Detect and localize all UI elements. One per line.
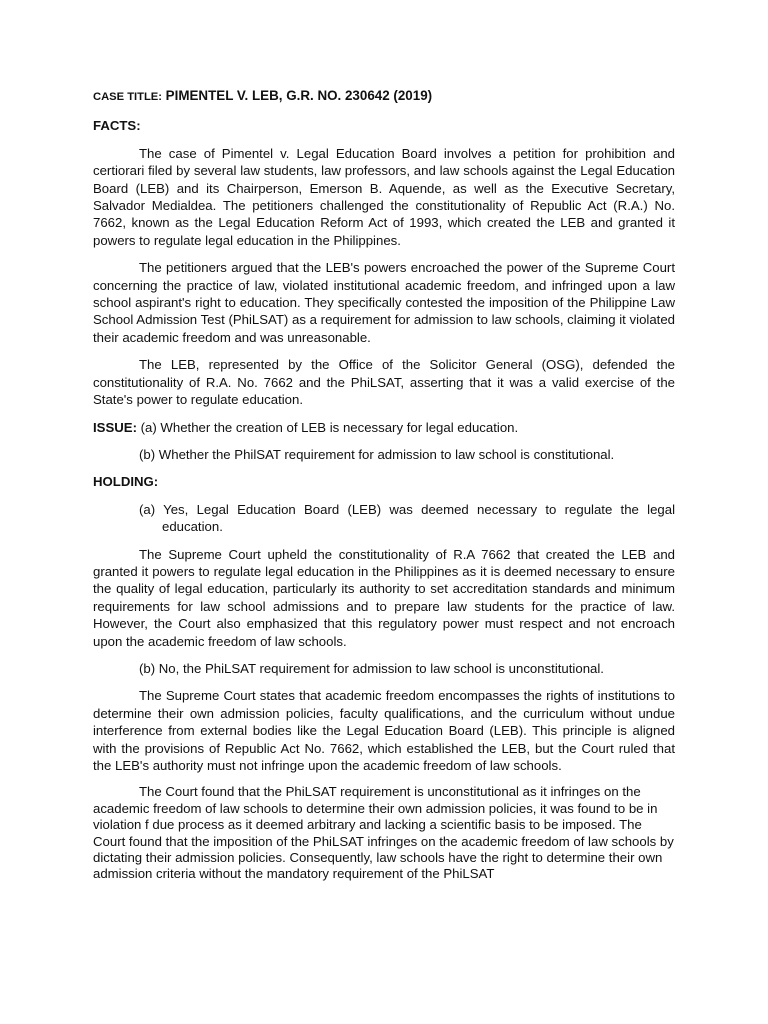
holding-a-item: (a) Yes, Legal Education Board (LEB) was deemed necessary to regulate the legal education.	[139, 501, 675, 535]
case-title-prefix: CASE TITLE:	[93, 91, 162, 103]
issue-heading: ISSUE:	[93, 419, 137, 435]
facts-paragraph-2: The petitioners argued that the LEB's powers encroached the power of the Supreme Court concerning the practice of law, violated institutional academic freedom, and infringed upon a law school aspirant's right to education. They specifically contested the imposition of the Philippine Law School Admission Test (PhiLSAT) as a requirement for admission to law schools, claiming it violated their academic freedom and was unreasonable.	[93, 260, 675, 345]
holding-a-paragraph: The Supreme Court upheld the constitutionality of R.A 7662 that created the LEB and granted it powers to regulate legal education in the Philippines as it is deemed necessary to ensure the quality of legal education, particularly its authority to set accreditation standards and minimum requirements for law school admissions and to prepare law students for the practice of law. However, the Court also emphasized that this regulatory power must respect and not encroach upon the academic freedom of law schools.	[93, 546, 675, 649]
holding-b-paragraph: The Supreme Court states that academic freedom encompasses the rights of institutions to determine their own admission policies, faculty qualifications, and the curriculum without undue interference from external bodies like the Legal Education Board (LEB). This principle is aligned with the provisions of Republic Act No. 7662, which established the LEB, but the Court ruled that the LEB's authority must not infringe upon the academic freedom of law schools.	[93, 688, 675, 773]
facts-paragraph-1: The case of Pimentel v. Legal Education Board involves a petition for prohibition and certiorari filed by several law students, law professors, and law schools against the Legal Education Board (LEB) and its Chairperson, Emerson B. Aquende, as well as the Executive Secretary, Salvador Medialdea. The petitioners challenged the constitutionality of Republic Act (R.A.) No. 7662, known as the Legal Education Reform Act of 1993, which created the LEB and granted it powers to regulate legal education in the Philippines.	[93, 145, 675, 248]
holding-heading: HOLDING:	[93, 474, 159, 490]
case-title	[93, 87, 675, 106]
facts-paragraph-3: The LEB, represented by the Office of the Solicitor General (OSG), defended the constitutionality of R.A. No. 7662 and the PhiLSAT, asserting that it was a valid exercise of the State's power to regulate education.	[93, 357, 675, 408]
facts-heading: FACTS:	[93, 118, 141, 134]
issue-line-a	[93, 419, 675, 436]
document-body	[93, 87, 675, 883]
issue-a-text: (a) Whether the creation of LEB is necessary for legal education.	[140, 419, 519, 435]
holding-b-item: (b) No, the PhiLSAT requirement for admission to law school is unconstitutional.	[139, 660, 604, 676]
case-title-text: PIMENTEL V. LEB, G.R. NO. 230642 (2019)	[165, 88, 433, 103]
holding-final-paragraph: The Court found that the PhiLSAT requirement is unconstitutional as it infringes on the academic freedom of law schools to determine their own admission policies, it was found to be in violation f due process as it deemed arbitrary and lacking a scientific basis to be imposed. The Court found that the imposition of the PhiLSAT infringes on the academic freedom of law schools by dictating their admission policies. Consequently, law schools have the right to determine their own admission criteria without the mandatory requirement of the PhiLSAT	[93, 784, 674, 882]
issue-b-text: (b) Whether the PhilSAT requirement for admission to law school is constitutional.	[139, 446, 615, 462]
